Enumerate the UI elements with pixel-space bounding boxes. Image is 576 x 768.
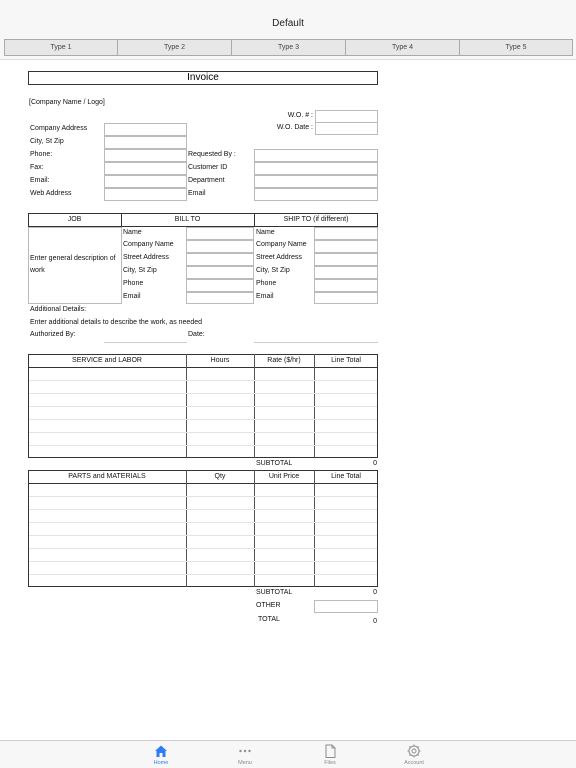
web-address-field[interactable]	[104, 188, 187, 201]
table-row[interactable]	[29, 419, 377, 420]
unit-price-header: Unit Price	[268, 473, 300, 480]
table-row[interactable]	[29, 380, 377, 381]
navigation-bar	[0, 0, 576, 36]
bill-city-label: City, St Zip	[123, 267, 157, 274]
date-label: Date:	[188, 331, 205, 338]
table-row[interactable]	[29, 574, 377, 575]
tab-home[interactable]	[131, 741, 191, 768]
tab-home-label: Home	[153, 760, 169, 766]
fax-field[interactable]	[104, 162, 187, 175]
ship-name-field[interactable]	[314, 227, 378, 240]
type-1-button[interactable]: Type 1	[4, 39, 118, 56]
table-row[interactable]	[29, 406, 377, 407]
total-label: TOTAL	[258, 616, 280, 623]
bill-company-label: Company Name	[123, 241, 174, 248]
email-field[interactable]	[104, 175, 187, 188]
type-3-button[interactable]: Type 3	[231, 39, 346, 56]
ship-street-label: Street Address	[256, 254, 302, 261]
department-label: Department	[188, 177, 225, 184]
tab-account-label: Account	[404, 760, 424, 766]
parts-materials-table	[28, 470, 378, 587]
additional-details-label: Additional Details:	[30, 306, 87, 313]
web-address-label: Web Address	[30, 190, 72, 197]
column-divider	[254, 470, 255, 587]
other-label: OTHER	[256, 602, 281, 609]
parts-subtotal-value: 0	[373, 589, 377, 596]
tab-files[interactable]	[300, 741, 360, 768]
wo-date-field[interactable]	[315, 122, 378, 135]
parts-subtotal-label: SUBTOTAL	[256, 589, 293, 596]
tab-menu[interactable]	[215, 741, 275, 768]
bill-to-header: BILL TO	[174, 216, 201, 223]
phone-field[interactable]	[104, 149, 187, 162]
authorized-by-field[interactable]	[104, 342, 187, 343]
gear-icon	[406, 743, 422, 759]
type-5-button[interactable]: Type 5	[459, 39, 573, 56]
table-row[interactable]	[29, 496, 377, 497]
table-row[interactable]	[29, 548, 377, 549]
ship-email-label: Email	[256, 293, 274, 300]
total-value: 0	[373, 618, 377, 625]
ship-phone-field[interactable]	[314, 279, 378, 292]
city-st-zip-field[interactable]	[104, 136, 187, 149]
authorized-date-field[interactable]	[254, 342, 378, 343]
department-field[interactable]	[254, 175, 378, 188]
requested-by-field[interactable]	[254, 149, 378, 162]
bill-phone-label: Phone	[123, 280, 144, 287]
email-label: Email:	[30, 177, 50, 184]
bill-phone-field[interactable]	[186, 279, 254, 292]
table-row[interactable]	[29, 445, 377, 446]
column-divider	[186, 470, 187, 587]
bill-name-field[interactable]	[186, 227, 254, 240]
ship-company-field[interactable]	[314, 240, 378, 253]
ship-company-label: Company Name	[256, 241, 307, 248]
qty-header: Qty	[214, 473, 226, 480]
wo-number-label: W.O. # :	[287, 112, 313, 119]
customer-id-label: Customer ID	[188, 164, 228, 171]
bill-city-field[interactable]	[186, 266, 254, 279]
ship-phone-label: Phone	[256, 280, 277, 287]
service-subtotal-label: SUBTOTAL	[256, 460, 293, 467]
ship-city-field[interactable]	[314, 266, 378, 279]
table-row[interactable]	[29, 509, 377, 510]
parts-header: PARTS and MATERIALS	[68, 473, 146, 480]
column-divider	[314, 470, 315, 587]
fax-label: Fax:	[30, 164, 44, 171]
bill-street-label: Street Address	[123, 254, 169, 261]
house-icon	[153, 743, 169, 759]
other-field[interactable]	[314, 600, 378, 613]
tab-account[interactable]	[384, 741, 444, 768]
service-header: SERVICE and LABOR	[72, 357, 142, 364]
requester-email-label: Email	[188, 190, 206, 197]
line-total-header: Line Total	[331, 357, 361, 364]
parts-line-total-header: Line Total	[331, 473, 361, 480]
bill-street-field[interactable]	[186, 253, 254, 266]
authorized-by-label: Authorized By:	[30, 331, 76, 338]
wo-date-label: W.O. Date :	[276, 124, 313, 131]
table-row[interactable]	[29, 561, 377, 562]
additional-details-text[interactable]: Enter additional details to describe the work, as needed	[30, 319, 202, 326]
company-address-field[interactable]	[104, 123, 187, 136]
job-description-text: Enter general description of work	[30, 255, 116, 274]
ship-city-label: City, St Zip	[256, 267, 290, 274]
nav-title: Default	[272, 18, 304, 29]
document-icon	[322, 743, 338, 759]
bill-email-field[interactable]	[186, 292, 254, 304]
table-divider	[28, 483, 378, 484]
type-2-button[interactable]: Type 2	[117, 39, 232, 56]
bill-company-field[interactable]	[186, 240, 254, 253]
ship-email-field[interactable]	[314, 292, 378, 304]
table-row[interactable]	[29, 393, 377, 394]
ellipsis-icon	[237, 743, 253, 759]
table-divider	[28, 367, 378, 368]
tab-bar	[0, 740, 576, 768]
job-header: JOB	[67, 216, 82, 223]
rate-header: Rate ($/hr)	[267, 357, 301, 364]
phone-label: Phone:	[30, 151, 53, 158]
requester-email-field[interactable]	[254, 188, 378, 201]
tab-menu-label: Menu	[238, 760, 252, 766]
tab-files-label: Files	[324, 760, 336, 766]
table-row[interactable]	[29, 522, 377, 523]
requested-by-label: Requested By :	[188, 151, 236, 158]
type-segmented-control	[0, 36, 576, 60]
ship-to-header: SHIP TO (if different)	[283, 216, 349, 223]
table-row[interactable]	[29, 535, 377, 536]
bill-email-label: Email	[123, 293, 141, 300]
city-st-zip-label: City, St Zip	[30, 138, 64, 145]
company-address-label: Company Address	[30, 125, 88, 132]
table-row[interactable]	[29, 432, 377, 433]
ship-street-field[interactable]	[314, 253, 378, 266]
hours-header: Hours	[210, 357, 230, 364]
ship-name-label: Name	[256, 229, 275, 236]
bill-name-label: Name	[123, 229, 142, 236]
company-logo-placeholder: [Company Name / Logo]	[29, 99, 105, 106]
customer-id-field[interactable]	[254, 162, 378, 175]
type-4-button[interactable]: Type 4	[345, 39, 460, 56]
invoice-title: Invoice	[28, 71, 378, 85]
service-subtotal-value: 0	[373, 460, 377, 467]
